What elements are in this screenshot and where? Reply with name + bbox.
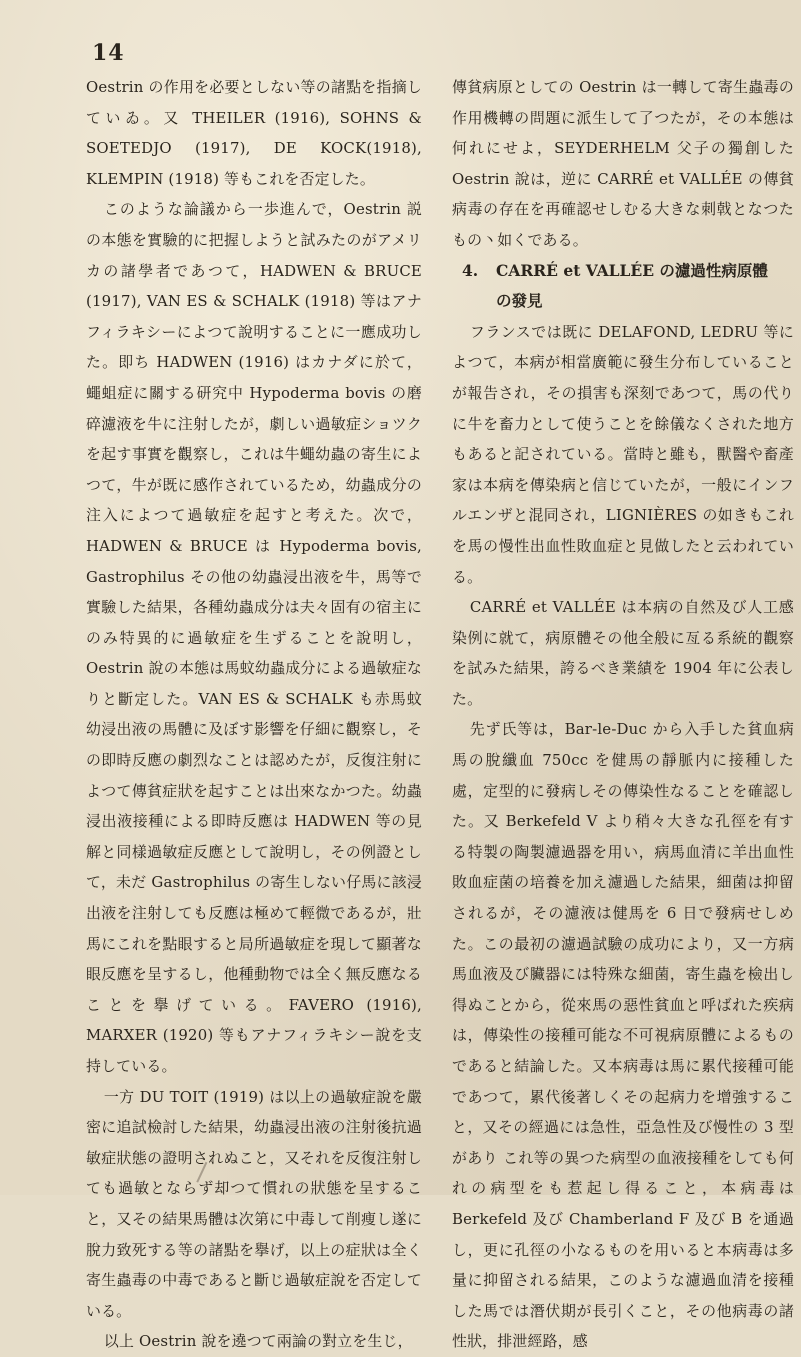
right-paragraph-1: フランスでは既に DELAFOND, LEDRU 等によつて，本病が相當廣範に發生分布していること が報告され，その損害も深刻であつて，馬の代りに牛を畜力として使うことを餘儀なくされた地方もあると記されている。當時と雖も，獸醫や畜產家は本病を傳染病と信じていたが，一般にインフルエンザと混同され，LIGNIÈRES の如きもこれを馬の慢性出血性敗血症と見做したと云われている。 — [452, 322, 794, 586]
right-paragraph-2: CARRÉ et VALLÉE は本病の自然及び人工感染例に就て，病原體その他全般に亙る系統的觀察を試みた結果，誇るべき業績を 1904 年に公表した。 — [452, 598, 794, 708]
section-title-line-1: CARRÉ et VALLÉE の濾過性病原體 — [496, 260, 768, 280]
section-heading — [452, 256, 794, 317]
left-paragraph-4: 以上 Oestrin 說を遶つて兩論の對立を生じ， — [103, 1332, 413, 1351]
right-paragraph-3: 先ず氏等は，Bar-le-Duc から入手した貧血病馬の脫纖血 750cc を健馬の靜脈内に接種した處，定型的に發病しその傳染性なることを確認した。又 Berkefeld V より稍々大きな孔徑を有する特製の陶製濾過器を用い，病馬血清に羊出血性敗血症菌の培養を加え濾過した結果，細菌は抑留されるが，その濾液は健馬を 6 日で發病せしめた。この最初の濾過試驗の成功により，又一方病馬血液及び臟器には特殊な細菌，寄生蟲を檢出し得ぬことから，從來馬の惡性貧血と呼ばれた疾病は，傳染性の接種可能な不可視病原體によるものであると結論した。又本病毒は馬に累代接種可能であつて，累代後著しくその起病力を增強すること，又その經過には急性，亞急性及び慢性の 3 型があり これ等の異つた病型の血液接種をしても何れの病型をも惹起し得ること，本病毒は Berkefeld 及び Chamberland F 及び B を通過し，更に孔徑の小なるものを用いると本病毒は多量に抑留される結果，このような濾過血清を接種した馬では潛伏期が長引くこと，その他病毒の諸性狀，排泄經路，感 — [452, 720, 794, 1351]
left-paragraph-1: Oestrin の作用を必要としない等の諸點を指摘していゐ。又 THEILER (1916), SOHNS & SOETEDJO (1917), DE KOCK(1918), KLEMPIN (1918) 等もこれを否定した。 — [86, 78, 422, 188]
section-title-line-2: の發見 — [496, 291, 543, 311]
left-paragraph-3: 一方 DU TOIT (1919) は以上の過敏症說を嚴密に追試檢討した結果，幼蟲浸出液の注射後抗過敏症狀態の證明されぬこと，又それを反復注射しても過敏とならず却つて慣れの狀態を呈すること，又その結果馬體は次第に中毒して削痩し遂に脫力致死する等の諸點を擧げ，以上の症狀は全く寄生蟲毒の中毒であると斷じ過敏症說を否定している。 — [86, 1087, 422, 1320]
section-number: 4. — [462, 260, 479, 280]
left-column — [86, 72, 422, 1357]
left-paragraph-2: このような論議から一歩進んで，Oestrin 説の本態を實驗的に把握しようと試みたのがアメリカの諸學者であつて，HADWEN & BRUCE (1917), VAN ES & SCHALK (1918) 等はアナフィラキシーによつて說明することに一應成功した。即ち HADWEN (1916) はカナダに於て，蠅蛆症に關する研究中 Hypoderma bovis の磨碎濾液を牛に注射したが，劇しい過敏症ショツクを起す事實を觀察し，これは牛蠅幼蟲の寄生によつて，牛が既に感作されているため，幼蟲成分の注入によつて過敏症を起すと考えた。次で，HADWEN & BRUCE は Hypoderma bovis, Gastrophilus その他の幼蟲浸出液を牛，馬等で實驗した結果，各種幼蟲成分は夫々固有の宿主にのみ特異的に過敏症を生ずることを說明し，Oestrin 說の本態は馬蚊幼蟲成分による過敏症なりと斷定した。VAN ES & SCHALK も赤馬蚊幼浸出液の馬體に及ぼす影響を仔細に觀察し，その即時反應の劇烈なことは認めたが，反復注射によつて傳貧症狀を起すことは出來なかつた。幼蟲浸出液接種による即時反應は HADWEN 等の見解と同樣過敏症反應として說明し，その例證として，未だ Gastrophilus の寄生しない仔馬に該浸出液を注射しても反應は極めて輕微であるが，壯馬にこれを點眼すると局所過敏症を現して顯著な眼反應を呈するし，他種動物では全く無反應なることを擧げている。FAVERO (1916), MARXER (1920) 等もアナフィラキシー說を支持している。 — [86, 200, 422, 1075]
page-number: 14 — [92, 40, 125, 66]
right-column — [452, 72, 794, 1357]
right-intro-paragraph: 傳貧病原としての Oestrin は一轉して寄生蟲毒の作用機轉の問題に派生して了つたが，その本態は何れにせよ，SEYDERHELM 父子の獨創した Oestrin 說は，逆に CARRÉ et VALLÉE の傳貧病毒の存在を再確認せしむる大きな刺戟となつたもの丶如くである。 — [452, 78, 794, 249]
